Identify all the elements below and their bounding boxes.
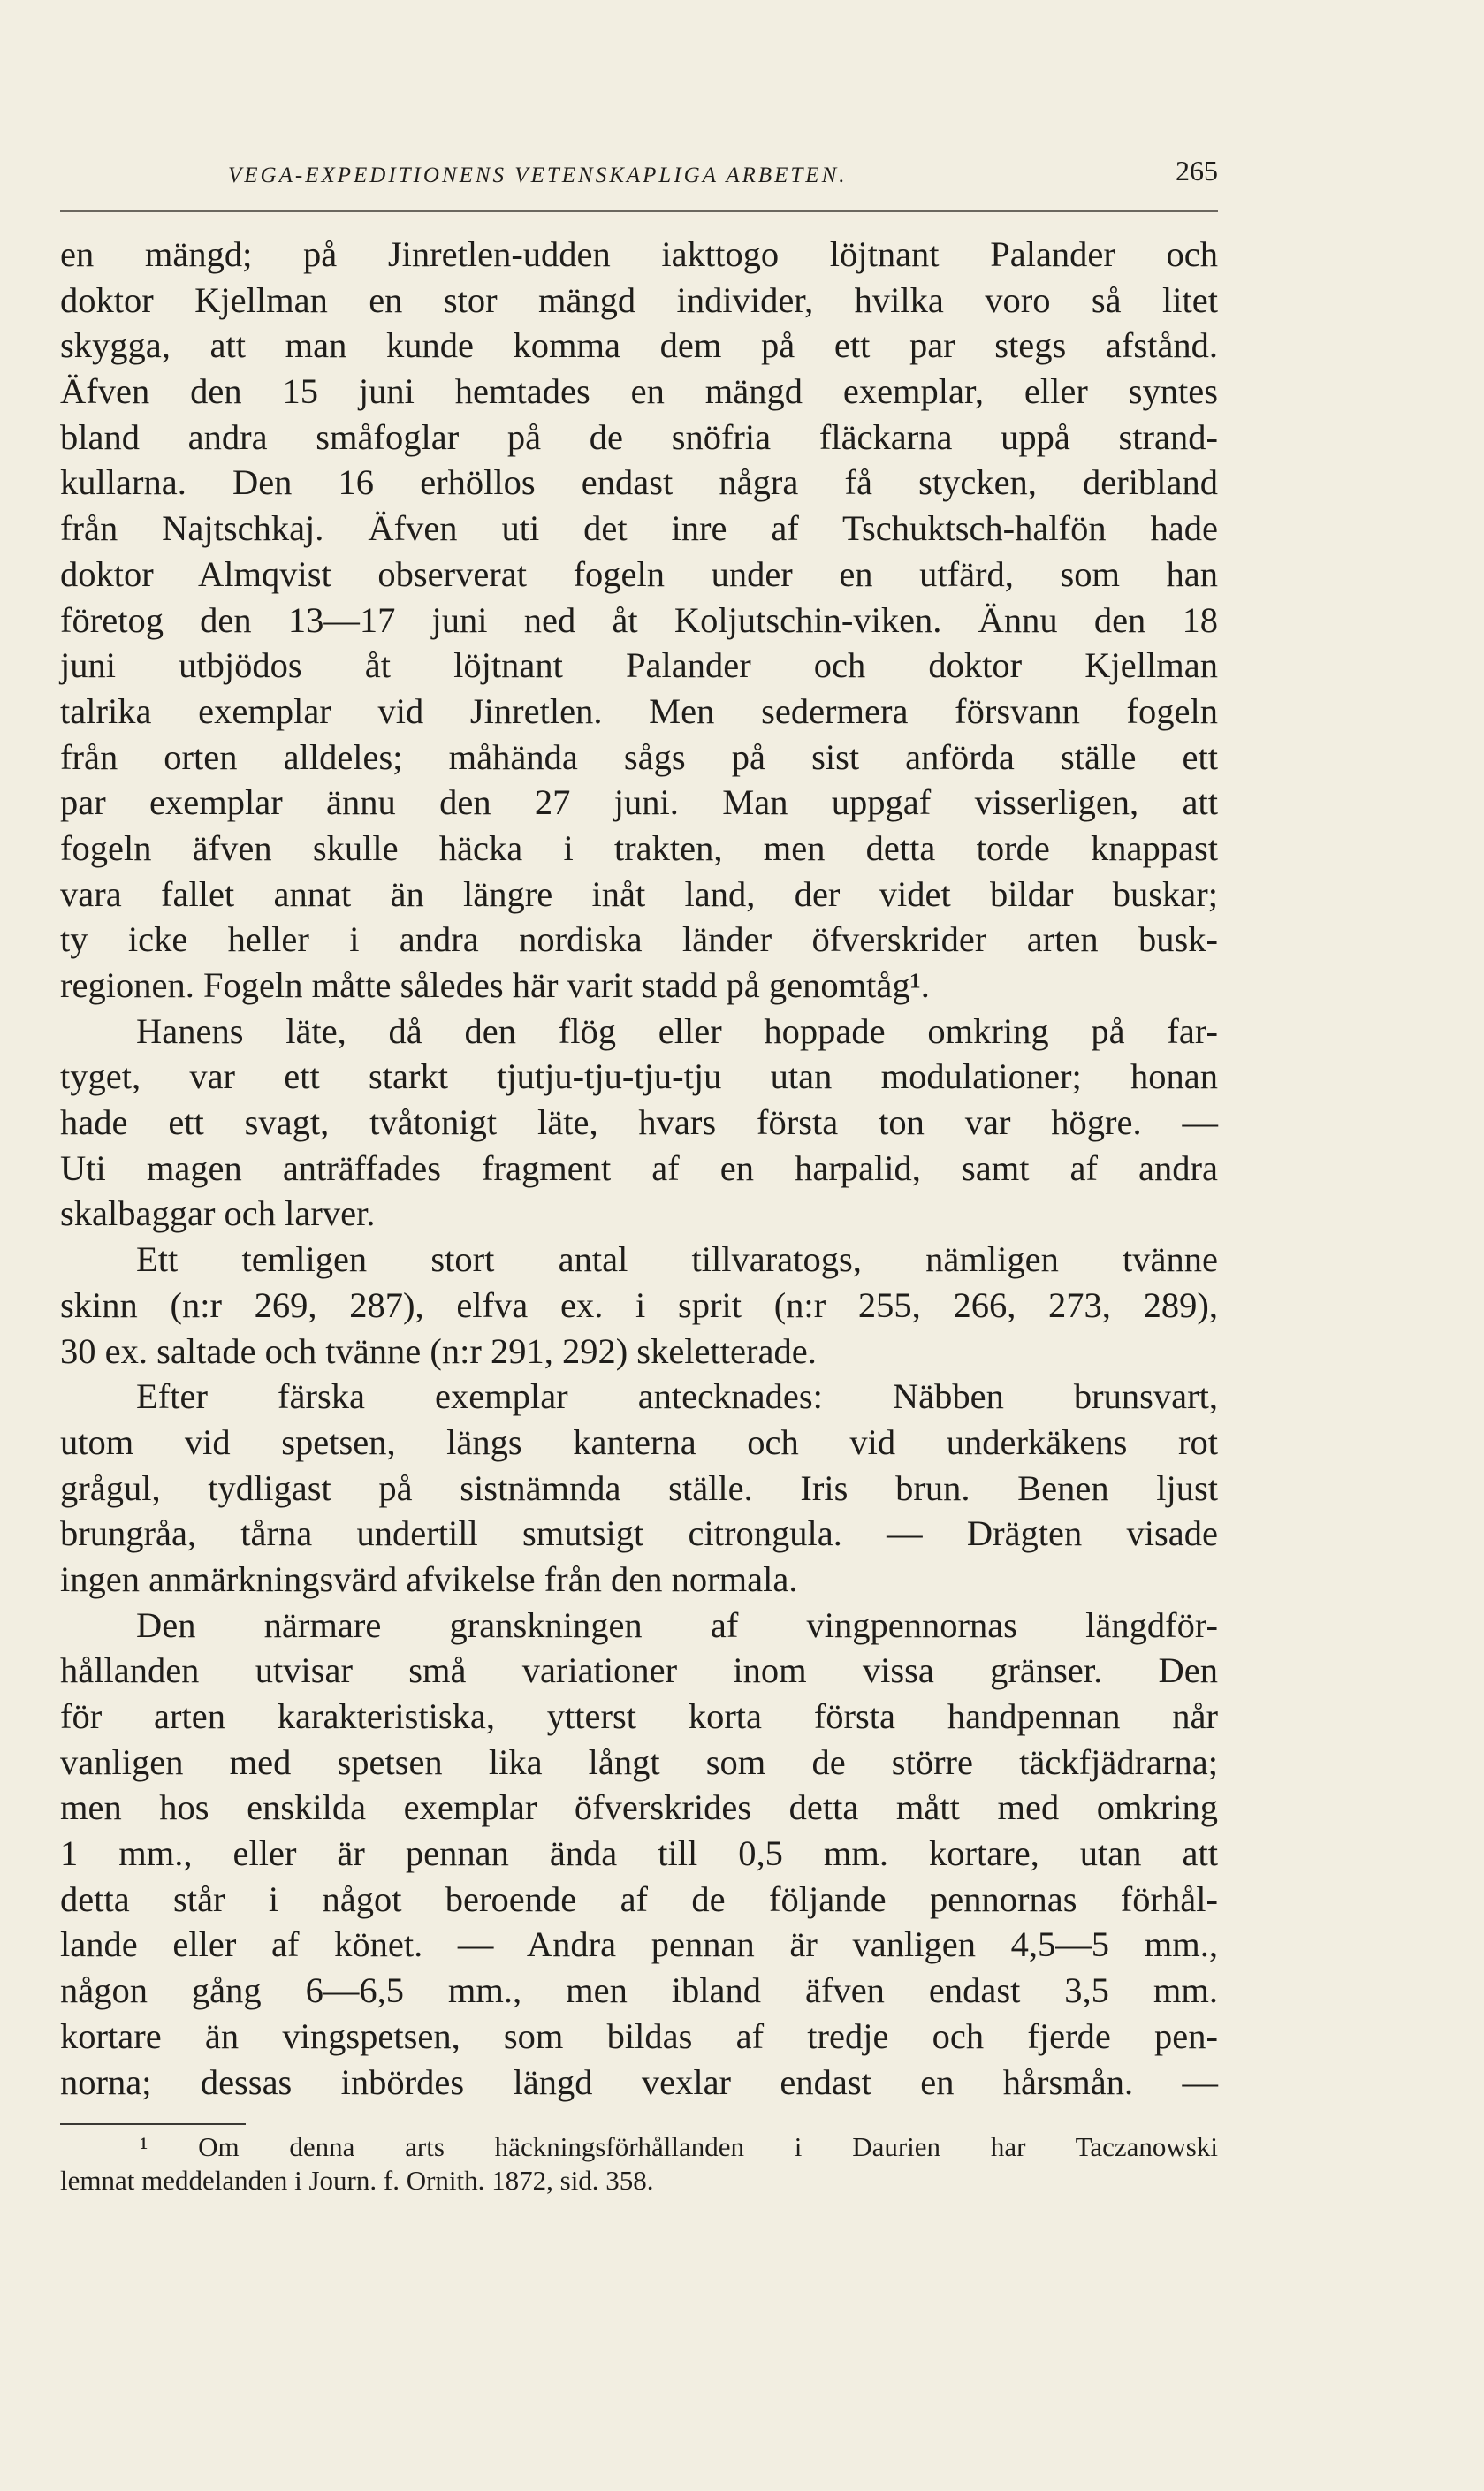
- body-text: [60, 232, 1218, 2105]
- body-line: lande eller af könet. — Andra pennan är vanligen 4,5—5 mm.,: [60, 1924, 1218, 1965]
- body-line: företog den 13—17 juni ned åt Koljutschin-viken. Ännu den 18: [60, 599, 1218, 640]
- body-line: grågul, tydligast på sistnämnda ställe. Iris brun. Benen ljust: [60, 1467, 1218, 1508]
- body-line: Uti magen anträffades fragment af en harpalid, samt af andra: [60, 1147, 1218, 1188]
- body-line: skinn (n:r 269, 287), elfva ex. i sprit (n:r 255, 266, 273, 289),: [60, 1284, 1218, 1325]
- body-line: doktor Almqvist observerat fogeln under en utfärd, som han: [60, 553, 1218, 594]
- body-line: hållanden utvisar små variationer inom vissa gränser. Den: [60, 1650, 1218, 1691]
- body-line: doktor Kjellman en stor mängd individer, hvilka voro så litet: [60, 279, 1218, 320]
- body-line: 1 mm., eller är pennan ända till 0,5 mm. kortare, utan att: [60, 1833, 1218, 1874]
- body-line: någon gång 6—6,5 mm., men ibland äfven endast 3,5 mm.: [60, 1970, 1218, 2011]
- page-header: [60, 155, 1218, 208]
- footnote-rule: [60, 2123, 246, 2125]
- footnote-line: lemnat meddelanden i Journ. f. Ornith. 1872, sid. 358.: [60, 2165, 654, 2196]
- body-line: från Najtschkaj. Äfven uti det inre af Tschuktsch-halfön hade: [60, 508, 1218, 549]
- body-line: regionen. Fogeln måtte således här varit stadd på genomtåg¹.: [60, 965, 930, 1005]
- body-line: men hos enskilda exemplar öfverskrides detta mått med omkring: [60, 1787, 1218, 1828]
- body-line: från orten alldeles; måhända sågs på sist anförda ställe ett: [60, 736, 1218, 777]
- body-line: kullarna. Den 16 erhöllos endast några få stycken, deribland: [60, 462, 1218, 503]
- body-line: hade ett svagt, tvåtonigt läte, hvars första ton var högre. —: [60, 1102, 1218, 1143]
- body-line: Hanens läte, då den flög eller hoppade omkring på far-: [136, 1010, 1218, 1051]
- body-line: par exemplar ännu den 27 juni. Man uppgaf visserligen, att: [60, 782, 1218, 823]
- body-line: brungråa, tårna undertill smutsigt citrongula. — Drägten visade: [60, 1513, 1218, 1554]
- body-line: Ett temligen stort antal tillvaratogs, nämligen tvänne: [136, 1239, 1218, 1280]
- running-title: VEGA-EXPEDITIONENS VETENSKAPLIGA ARBETEN.: [228, 164, 848, 187]
- body-line: skalbaggar och larver.: [60, 1193, 376, 1234]
- body-line: talrika exemplar vid Jinretlen. Men sedermera försvann fogeln: [60, 690, 1218, 731]
- body-line: detta står i något beroende af de följande pennornas förhål-: [60, 1878, 1218, 1919]
- body-line: juni utbjödos åt löjtnant Palander och doktor Kjellman: [60, 645, 1218, 686]
- body-line: Äfven den 15 juni hemtades en mängd exemplar, eller syntes: [60, 371, 1218, 412]
- body-line: bland andra småfoglar på de snöfria fläckarna uppå strand-: [60, 416, 1218, 457]
- body-line: vara fallet annat än längre inåt land, der videt bildar buskar;: [60, 873, 1218, 914]
- body-line: ty icke heller i andra nordiska länder öfverskrider arten busk-: [60, 919, 1218, 960]
- footnotes: [60, 2130, 1218, 2198]
- body-line: för arten karakteristiska, ytterst korta första handpennan når: [60, 1696, 1218, 1736]
- page-number: 265: [1176, 155, 1218, 187]
- body-line: vanligen med spetsen lika långt som de större täckfjädrarna;: [60, 1741, 1218, 1782]
- footnote-line: ¹ Om denna arts häckningsförhållanden i Daurien har Taczanowski: [140, 2131, 1218, 2162]
- body-line: norna; dessas inbördes längd vexlar endast en hårsmån. —: [60, 2061, 1218, 2102]
- body-line: utom vid spetsen, längs kanterna och vid underkäkens rot: [60, 1421, 1218, 1462]
- body-line: en mängd; på Jinretlen-udden iakttogo löjtnant Palander och: [60, 234, 1218, 274]
- body-line: kortare än vingspetsen, som bildas af tredje och fjerde pen-: [60, 2015, 1218, 2056]
- body-line: ingen anmärkningsvärd afvikelse från den normala.: [60, 1558, 798, 1599]
- body-line: skygga, att man kunde komma dem på ett par stegs afstånd.: [60, 325, 1218, 366]
- header-rule: [60, 210, 1218, 212]
- body-line: Efter färska exemplar antecknades: Näbben brunsvart,: [136, 1376, 1218, 1417]
- body-line: 30 ex. saltade och tvänne (n:r 291, 292) skeletterade.: [60, 1330, 817, 1371]
- body-line: fogeln äfven skulle häcka i trakten, men detta torde knappast: [60, 827, 1218, 868]
- body-line: Den närmare granskningen af vingpennornas längdför-: [136, 1604, 1218, 1645]
- body-line: tyget, var ett starkt tjutju-tju-tju-tju utan modulationer; honan: [60, 1056, 1218, 1097]
